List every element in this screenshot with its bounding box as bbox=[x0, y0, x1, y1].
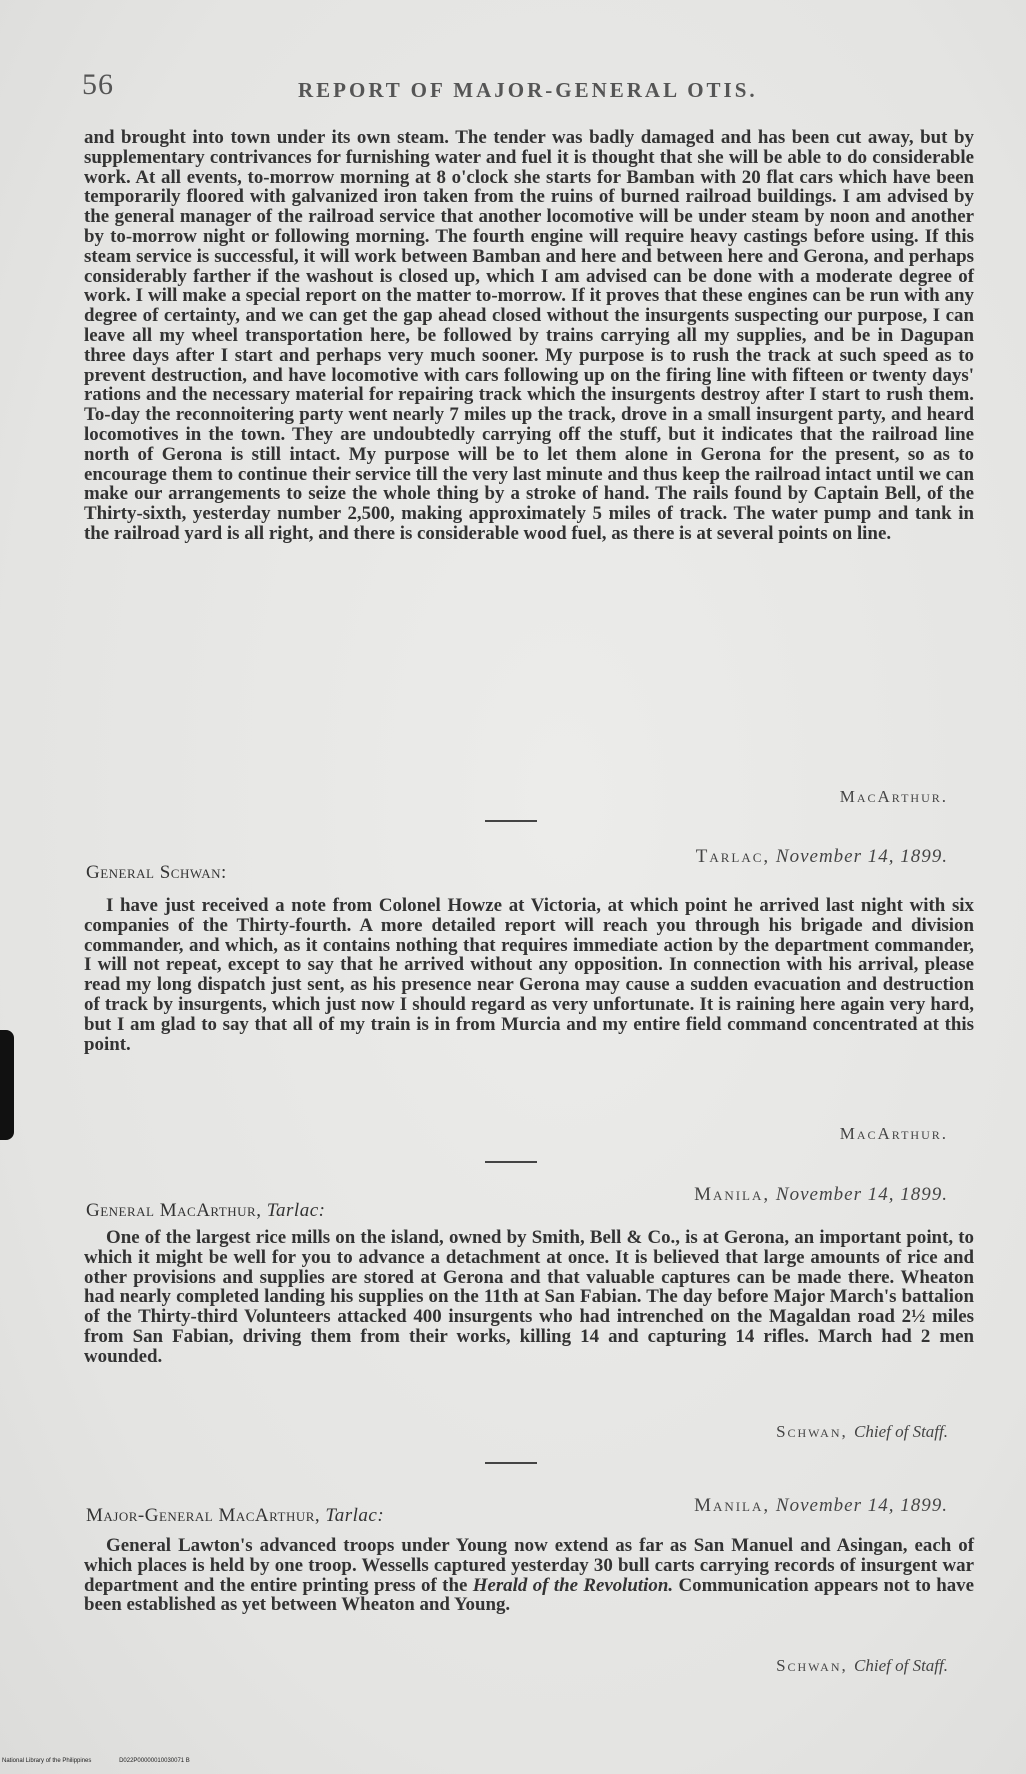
telegram-2-date: November 14, 1899. bbox=[775, 846, 948, 867]
telegram-2-addressee: General Schwan: bbox=[86, 862, 227, 883]
footer-code: D022P00000010030071 B bbox=[119, 1758, 190, 1764]
section-divider bbox=[485, 820, 537, 822]
telegram-4-text-start: General Lawton's advanced troops under Young now extend as far as San Manuel and Asingan, each of which places is held by one troop. Wessells captured yesterday 30 bull carts carrying records of insurgent war department and the entire printing press of the bbox=[84, 1535, 974, 1596]
telegram-2-place: Tarlac, bbox=[695, 846, 771, 867]
telegram-3-text: One of the largest rice mills on the island, owned by Smith, Bell & Co., is at Gerona, an important point, to which it might be well for you to advance a detachment at once. It is believed that large amounts of rice and other provisions and supplies are stored at Gerona and that valuable captures can be made there. Wheaton had nearly completed landing his supplies on the 11th at San Fabian. The day before Major March's battalion of the Thirty-third Volunteers attacked 400 insurgents who had intrenched on the Magaldan road 2½ miles from San Fabian, driving them from their works, killing 14 and capturing 14 rifles. March had 2 men wounded. bbox=[84, 1227, 974, 1367]
telegram-4-dateline bbox=[694, 1495, 948, 1517]
section-divider bbox=[485, 1462, 537, 1464]
telegram-2-dateline bbox=[696, 846, 948, 868]
telegram-1-signature: MacArthur. bbox=[839, 787, 948, 806]
telegram-4-signer: Schwan, bbox=[776, 1656, 848, 1675]
telegram-3-body bbox=[84, 1228, 974, 1367]
telegram-4-place: Manila, bbox=[694, 1495, 771, 1516]
telegram-3-addressee: General MacArthur, bbox=[86, 1200, 262, 1221]
footer-library: National Library of the Philippines bbox=[2, 1758, 92, 1764]
scan-edge-shadow bbox=[0, 1030, 14, 1140]
telegram-2-salutation bbox=[86, 862, 227, 884]
telegram-2-body bbox=[84, 896, 974, 1054]
telegram-1-text: and brought into town under its own steam. The tender was badly damaged and has been cut away, but by supplementary contrivances for furnishing water and fuel it is thought that she will be able to do considerable work. At all events, to-morrow morning at 8 o'clock she starts for Bamban with 20 flat cars which have been temporarily floored with galvanized iron taken from the ruins of burned railroad buildings. I am advised by the general manager of the railroad service that another locomotive will be under steam by noon and another by to-morrow night or following morning. The fourth engine will require heavy castings before using. If this steam service is successful, it will work between Bamban and here and between here and Gerona, and perhaps considerably farther if the washout is closed up, which I am advised can be done with a moderate degree of work. I will make a special report on the matter to-morrow. If it proves that these engines can be run with any degree of certainty, and we can get the gap ahead closed without the insurgents suspecting our purpose, I can leave all my wheel transportation here, be followed by trains carrying all my supplies, and be in Dagupan three days after I start and perhaps very much sooner. My purpose is to rush the track at such speed as to prevent destruction, and have locomotive with cars following up on the firing line with fifteen or twenty days' rations and the necessary material for repairing track which the insurgents destroy after I start to rush them. To-day the reconnoitering party went nearly 7 miles up the track, drove in a small insurgent party, and heard locomotives in the town. They are undoubtedly carrying off the stuff, but it indicates that the railroad line north of Gerona is still intact. My purpose will be to let them alone in Gerona for the present, so as to encourage them to continue their service till the very last minute and thus keep the railroad intact until we can make our arrangements to seize the whole thing by a stroke of hand. The rails found by Captain Bell, of the Thirty-sixth, yesterday number 2,500, making approximately 5 miles of track. The water pump and tank in the railroad yard is all right, and there is considerable wood fuel, as there is at several points on line. bbox=[84, 127, 974, 544]
telegram-3-signer: Schwan, bbox=[776, 1422, 848, 1441]
telegram-4-body bbox=[84, 1536, 974, 1615]
telegram-3-dateline bbox=[694, 1184, 948, 1206]
telegram-1-body bbox=[84, 128, 974, 544]
scan-footer bbox=[2, 1758, 216, 1764]
newspaper-title: Herald of the Revolution. bbox=[472, 1574, 674, 1596]
telegram-4-location: Tarlac: bbox=[325, 1505, 385, 1526]
section-divider bbox=[485, 1161, 537, 1163]
running-head: REPORT OF MAJOR-GENERAL OTIS. bbox=[298, 78, 758, 102]
telegram-3-signature bbox=[776, 1422, 948, 1442]
telegram-3-salutation bbox=[86, 1200, 325, 1222]
telegram-4-date: November 14, 1899. bbox=[775, 1495, 948, 1516]
telegram-4-text-end: Communication appears not to have been established as yet between Wheaton and Young. bbox=[84, 1574, 974, 1616]
page-number: 56 bbox=[82, 68, 114, 101]
telegram-4-salutation bbox=[86, 1505, 384, 1527]
telegram-2-text: I have just received a note from Colonel Howze at Victoria, at which point he arrived last night with six companies of the Thirty-fourth. A more detailed report will reach you through his brigade and division commander, and which, as it contains nothing that requires immediate action by the department commander, I will not repeat, except to say that he arrived without any opposition. In connection with his arrival, please read my long dispatch just sent, as his presence near Gerona may cause a sudden evacuation and destruction of track by insurgents, which just now I should regard as very unfortunate. It is raining here again very hard, but I am glad to say that all of my train is in from Murcia and my entire field command concentrated at this point. bbox=[84, 895, 974, 1055]
telegram-3-signer-title: Chief of Staff. bbox=[854, 1422, 948, 1441]
telegram-4-text bbox=[84, 1536, 974, 1615]
page-header bbox=[82, 60, 982, 110]
telegram-4-addressee: Major-General MacArthur, bbox=[86, 1505, 321, 1526]
telegram-3-date: November 14, 1899. bbox=[775, 1184, 948, 1205]
telegram-3-location: Tarlac: bbox=[266, 1200, 326, 1221]
telegram-4-signature bbox=[776, 1656, 948, 1676]
telegram-2-signature: MacArthur. bbox=[839, 1124, 948, 1143]
telegram-3-place: Manila, bbox=[694, 1184, 771, 1205]
telegram-4-signer-title: Chief of Staff. bbox=[854, 1656, 948, 1675]
